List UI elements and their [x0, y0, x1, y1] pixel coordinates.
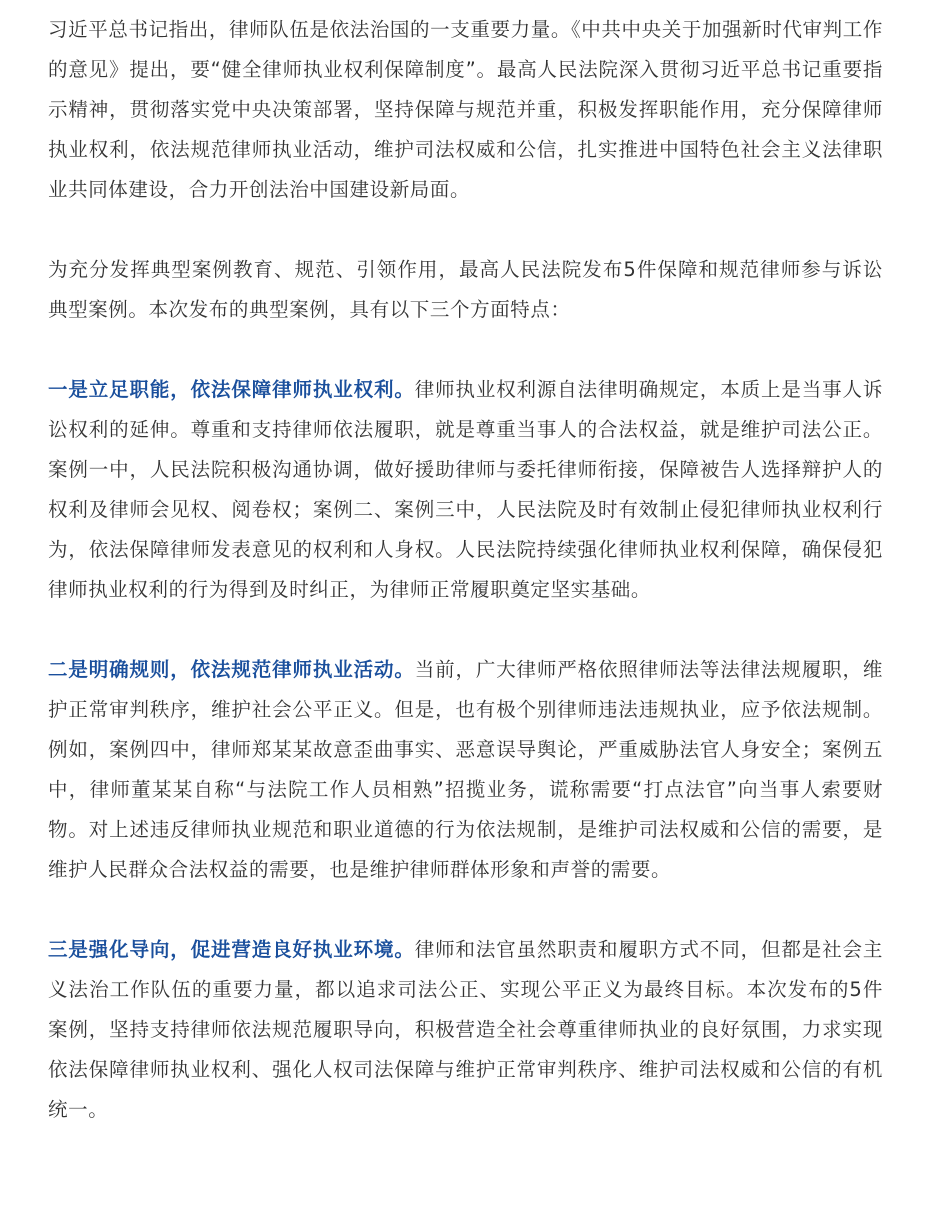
- paragraph-text: 律师执业权利源自法律明确规定，本质上是当事人诉讼权利的延伸。尊重和支持律师依法履职，就是尊重当事人的合法权益，就是维护司法公正。案例一中，人民法院积极沟通协调，做好援助律师与委托律师衔接，保障被告人选择辩护人的权利及律师会见权、阅卷权；案例二、案例三中，人民法院及时有效制止侵犯律师执业权利行为，依法保障律师发表意见的权利和人身权。人民法院持续强化律师执业权利保障，确保侵犯律师执业权利的行为得到及时纠正，为律师正常履职奠定坚实基础。: [48, 378, 883, 601]
- paragraph-intro: [48, 10, 883, 210]
- point-two-heading: 二是明确规则，依法规范律师执业活动。: [48, 658, 415, 681]
- paragraph-text: 当前，广大律师严格依照律师法等法律法规履职，维护正常审判秩序，维护社会公平正义。但是，也有极个别律师违法违规执业，应予依法规制。例如，案例四中，律师郑某某故意歪曲事实、恶意误导舆论，严重威胁法官人身安全；案例五中，律师董某某自称“与法院工作人员相熟”招揽业务，谎称需要“打点法官”向当事人索要财物。对上述违反律师执业规范和职业道德的行为依法规制，是维护司法权威和公信的需要，是维护人民群众合法权益的需要，也是维护律师群体形象和声誉的需要。: [48, 658, 883, 881]
- paragraph-point-one: [48, 370, 883, 610]
- paragraph-text: 为充分发挥典型案例教育、规范、引领作用，最高人民法院发布5件保障和规范律师参与诉讼典型案例。本次发布的典型案例，具有以下三个方面特点：: [48, 258, 883, 321]
- paragraph-point-two: [48, 650, 883, 890]
- point-three-heading: 三是强化导向，促进营造良好执业环境。: [48, 938, 415, 961]
- paragraph-overview: [48, 250, 883, 330]
- point-one-heading: 一是立足职能，依法保障律师执业权利。: [48, 378, 415, 401]
- paragraph-text: 习近平总书记指出，律师队伍是依法治国的一支重要力量。《中共中央关于加强新时代审判工作的意见》提出，要“健全律师执业权利保障制度”。最高人民法院深入贯彻习近平总书记重要指示精神，贯彻落实党中央决策部署，坚持保障与规范并重，积极发挥职能作用，充分保障律师执业权利，依法规范律师执业活动，维护司法权威和公信，扎实推进中国特色社会主义法律职业共同体建设，合力开创法治中国建设新局面。: [48, 18, 883, 201]
- paragraph-text: 律师和法官虽然职责和履职方式不同，但都是社会主义法治工作队伍的重要力量，都以追求司法公正、实现公平正义为最终目标。本次发布的5件案例，坚持支持律师依法规范履职导向，积极营造全社会尊重律师执业的良好氛围，力求实现依法保障律师执业权利、强化人权司法保障与维护正常审判秩序、维护司法权威和公信的有机统一。: [48, 938, 883, 1121]
- paragraph-point-three: [48, 930, 883, 1130]
